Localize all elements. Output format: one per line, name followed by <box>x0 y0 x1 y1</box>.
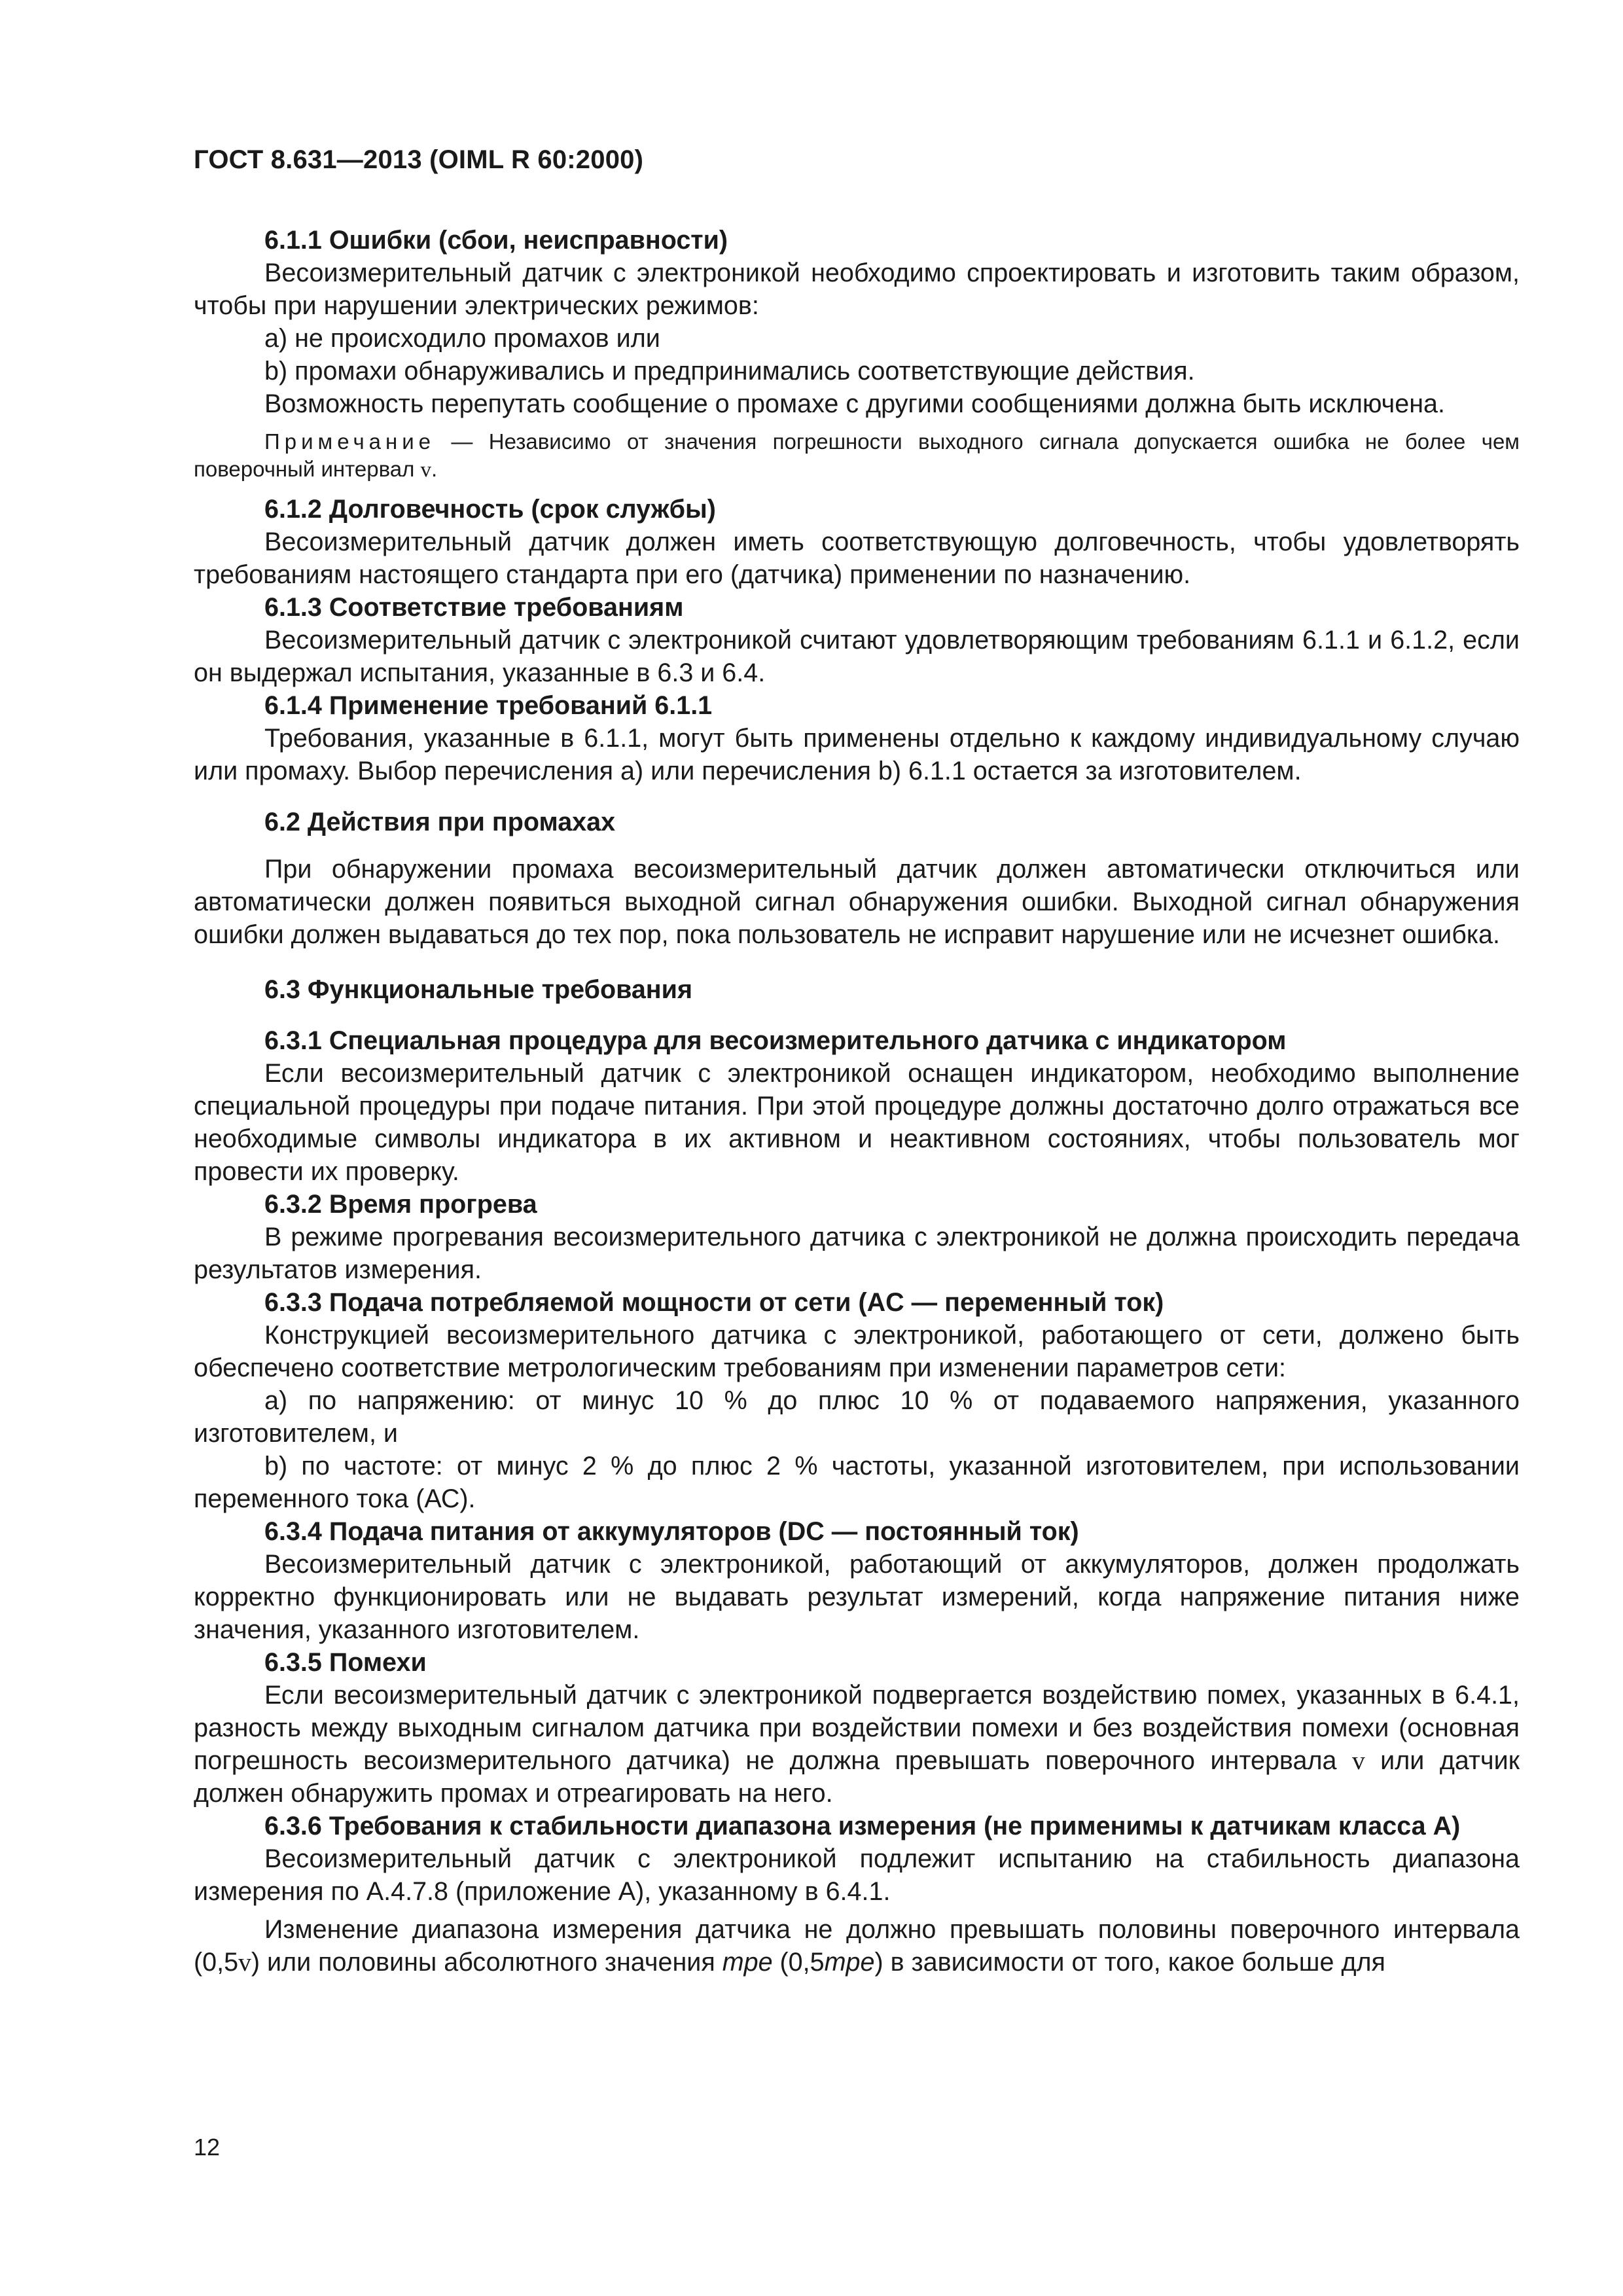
mpe-term: mpe <box>722 1948 773 1977</box>
section-6-3-2-heading: 6.3.2 Время прогрева <box>264 1190 537 1219</box>
p2-part2: ) или половины абсолютного значения <box>251 1948 722 1977</box>
section-6-1-4-heading: 6.1.4 Применение требований 6.1.1 <box>264 691 713 720</box>
section-6-1-1-item-b: b) промахи обнаруживались и предпринимались соответствующие действия. <box>264 357 1195 386</box>
section-6-1-1-heading: 6.1.1 Ошибки (сбои, неисправности) <box>264 226 728 255</box>
section-6-1-1-paragraph: Весоизмерительный датчик с электроникой необходимо спроектировать и изготовить таким образом, чтобы при нарушении электрических режимов: <box>194 259 1520 320</box>
p2-part4: ) в зависимости от того, какое больше для <box>874 1948 1385 1977</box>
section-6-3-heading: 6.3 Функциональные требования <box>264 975 692 1004</box>
note-text: — Независимо от значения погрешности выходного сигнала допускается ошибка не более чем поверочный интервал <box>194 429 1520 481</box>
symbol-v: v <box>238 1948 251 1977</box>
symbol-v: v <box>1351 1746 1365 1775</box>
section-6-1-3-heading: 6.1.3 Соответствие требованиям <box>264 593 684 622</box>
section-6-3-6-paragraph: Весоизмерительный датчик с электроникой подлежит испытанию на стабильность диапазона измерения по А.4.7.8 (приложение А), указанному в 6.4.1. <box>194 1844 1520 1906</box>
section-6-1-1-paragraph-2: Возможность перепутать сообщение о промахе с другими сообщениями должна быть исключена. <box>264 389 1445 418</box>
section-6-3-5-heading: 6.3.5 Помехи <box>264 1648 427 1677</box>
p2-part1: Изменение диапазона измерения датчика не должно превышать половины поверочного интервала (0,5 <box>194 1915 1520 1977</box>
document-body <box>194 224 1520 1979</box>
section-6-3-4-heading: 6.3.4 Подача питания от аккумуляторов (DC — постоянный ток) <box>264 1517 1079 1546</box>
section-6-1-4-paragraph: Требования, указанные в 6.1.1, могут быть применены отдельно к каждому индивидуальному случаю или промаху. Выбор перечисления а) или перечисления b) 6.1.1 остается за изготовителем. <box>194 724 1520 785</box>
page-number: 12 <box>194 2134 221 2161</box>
section-6-1-3-paragraph: Весоизмерительный датчик с электроникой считают удовлетворяющим требованиям 6.1.1 и 6.1.2, если он выдержал испытания, указанные в 6.3 и 6.4. <box>194 626 1520 687</box>
p2-part3: (0,5 <box>772 1948 825 1977</box>
section-6-3-5-paragraph <box>194 1679 1520 1810</box>
section-6-3-1-paragraph: Если весоизмерительный датчик с электроникой оснащен индикатором, необходимо выполнение специальной процедуры при подаче питания. При этой процедуре должны достаточно долго отражаться все необходимые символы индикатора в их активном и неактивном состояниях, чтобы пользователь мог провести их проверку. <box>194 1059 1520 1186</box>
section-6-3-3-heading: 6.3.3 Подача потребляемой мощности от сети (AC — переменный ток) <box>264 1288 1164 1317</box>
section-6-1-1-note <box>194 428 1520 484</box>
section-6-3-6-heading: 6.3.6 Требования к стабильности диапазона измерения (не применимы к датчикам класса А) <box>264 1812 1461 1840</box>
mpe-term: mpe <box>824 1948 875 1977</box>
section-6-2-paragraph: При обнаружении промаха весоизмерительный датчик должен автоматически отключиться или автоматически должен появиться выходной сигнал обнаружения ошибки. Выходной сигнал обнаружения ошибки должен выдаваться до тех пор, пока пользователь не исправит нарушение или не исчезнет ошибка. <box>194 855 1520 949</box>
section-6-3-3-item-a: a) по напряжению: от минус 10 % до плюс 10 % от подаваемого напряжения, указанного изготовителем, и <box>194 1386 1520 1448</box>
note-label: Примечание <box>264 429 436 454</box>
section-6-3-5-text-end: или датчик должен обнаружить промах и отреагировать на него. <box>194 1746 1520 1808</box>
section-6-1-2-paragraph: Весоизмерительный датчик должен иметь соответствующую долговечность, чтобы удовлетворять требованиям настоящего стандарта при его (датчика) применении по назначению. <box>194 528 1520 589</box>
section-6-3-6-paragraph-2 <box>194 1913 1520 1979</box>
section-6-3-1-heading: 6.3.1 Специальная процедура для весоизмерительного датчика с индикатором <box>264 1026 1287 1055</box>
section-6-3-5-text-start: Если весоизмерительный датчик с электроникой подвергается воздействию помех, указанных в 6.4.1, разность между выходным сигналом датчика при воздействии помехи и без воздействия помехи (основная погрешность весоизмерительного датчика) не должна превышать поверочного интервала <box>194 1681 1520 1775</box>
section-6-3-4-paragraph: Весоизмерительный датчик с электроникой, работающий от аккумуляторов, должен продолжать корректно функционировать или не выдавать результат измерений, когда напряжение питания ниже значения, указанного изготовителем. <box>194 1550 1520 1644</box>
section-6-1-2-heading: 6.1.2 Долговечность (срок службы) <box>264 495 716 524</box>
section-6-3-2-paragraph: В режиме прогревания весоизмерительного датчика с электроникой не должна происходить передача результатов измерения. <box>194 1223 1520 1284</box>
section-6-3-3-item-b: b) по частоте: от минус 2 % до плюс 2 % частоты, указанной изготовителем, при использовании переменного тока (АС). <box>194 1452 1520 1513</box>
note-end: . <box>431 457 438 481</box>
section-6-2-heading: 6.2 Действия при промахах <box>264 808 616 836</box>
note-symbol-v: v <box>420 458 431 482</box>
document-header-title: ГОСТ 8.631—2013 (OIML R 60:2000) <box>194 145 644 174</box>
section-6-1-1-item-a: a) не происходило промахов или <box>264 324 660 353</box>
section-6-3-3-paragraph: Конструкцией весоизмерительного датчика с электроникой, работающего от сети, должено быть обеспечено соответствие метрологическим требованиям при изменении параметров сети: <box>194 1321 1520 1382</box>
